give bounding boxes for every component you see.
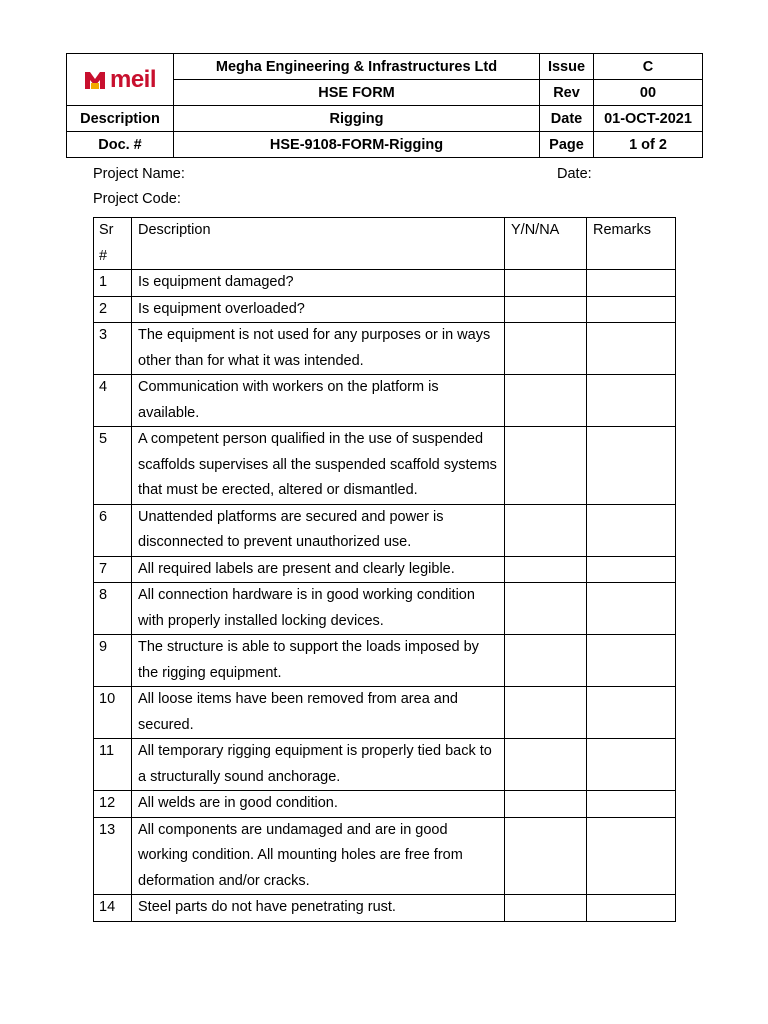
row-remarks-cell[interactable] <box>587 270 676 297</box>
issue-value: C <box>594 54 703 80</box>
row-ynna-cell[interactable] <box>505 687 587 739</box>
row-sr: 2 <box>94 296 132 323</box>
description-value: Rigging <box>174 106 540 132</box>
row-remarks-cell[interactable] <box>587 687 676 739</box>
table-row <box>94 583 676 635</box>
row-sr: 12 <box>94 791 132 818</box>
row-sr: 6 <box>94 504 132 556</box>
row-ynna-cell[interactable] <box>505 296 587 323</box>
row-sr: 9 <box>94 635 132 687</box>
row-sr: 14 <box>94 895 132 922</box>
header-ynna: Y/N/NA <box>505 218 587 270</box>
row-sr: 7 <box>94 556 132 583</box>
row-description: All welds are in good condition. <box>132 791 505 818</box>
row-sr: 1 <box>94 270 132 297</box>
row-ynna-cell[interactable] <box>505 739 587 791</box>
row-description: Communication with workers on the platform is available. <box>132 375 505 427</box>
table-row <box>94 556 676 583</box>
doc-label: Doc. # <box>67 132 174 158</box>
header-sr-line2: # <box>99 247 108 264</box>
rev-value: 00 <box>594 80 703 106</box>
project-date-label: Date: <box>557 166 592 182</box>
row-sr: 13 <box>94 817 132 895</box>
row-description: The structure is able to support the loads imposed by the rigging equipment. <box>132 635 505 687</box>
row-description: All temporary rigging equipment is properly tied back to a structurally sound anchorage. <box>132 739 505 791</box>
table-row <box>94 739 676 791</box>
row-description: A competent person qualified in the use of suspended scaffolds supervises all the suspended scaffold systems that must be erected, altered or dismantled. <box>132 427 505 505</box>
row-sr: 11 <box>94 739 132 791</box>
company-name: Megha Engineering & Infrastructures Ltd <box>174 54 540 80</box>
row-ynna-cell[interactable] <box>505 635 587 687</box>
table-row <box>94 375 676 427</box>
company-logo <box>67 54 174 106</box>
row-remarks-cell[interactable] <box>587 895 676 922</box>
table-row <box>94 635 676 687</box>
table-row <box>94 296 676 323</box>
row-ynna-cell[interactable] <box>505 895 587 922</box>
form-header <box>66 53 703 158</box>
row-description: All loose items have been removed from area and secured. <box>132 687 505 739</box>
row-sr: 5 <box>94 427 132 505</box>
row-sr: 10 <box>94 687 132 739</box>
row-ynna-cell[interactable] <box>505 556 587 583</box>
row-remarks-cell[interactable] <box>587 504 676 556</box>
row-ynna-cell[interactable] <box>505 504 587 556</box>
table-row <box>94 504 676 556</box>
issue-label: Issue <box>540 54 594 80</box>
row-ynna-cell[interactable] <box>505 375 587 427</box>
form-type: HSE FORM <box>174 80 540 106</box>
row-sr: 3 <box>94 323 132 375</box>
project-code-label: Project Code: <box>93 191 181 207</box>
row-sr: 4 <box>94 375 132 427</box>
row-remarks-cell[interactable] <box>587 296 676 323</box>
table-row <box>94 323 676 375</box>
header-sr-line1: Sr <box>99 222 114 238</box>
checklist-table <box>93 217 676 922</box>
row-sr: 8 <box>94 583 132 635</box>
row-remarks-cell[interactable] <box>587 427 676 505</box>
row-remarks-cell[interactable] <box>587 375 676 427</box>
page-label: Page <box>540 132 594 158</box>
row-remarks-cell[interactable] <box>587 583 676 635</box>
logo-text: meil <box>109 65 157 93</box>
table-row <box>94 817 676 895</box>
row-ynna-cell[interactable] <box>505 791 587 818</box>
row-ynna-cell[interactable] <box>505 323 587 375</box>
row-description: The equipment is not used for any purposes or in ways other than for what it was intended. <box>132 323 505 375</box>
table-row <box>94 791 676 818</box>
row-remarks-cell[interactable] <box>587 791 676 818</box>
date-label: Date <box>540 106 594 132</box>
row-remarks-cell[interactable] <box>587 739 676 791</box>
row-ynna-cell[interactable] <box>505 427 587 505</box>
meil-logo-icon <box>84 69 106 91</box>
row-description: All connection hardware is in good working condition with properly installed locking devices. <box>132 583 505 635</box>
row-ynna-cell[interactable] <box>505 270 587 297</box>
row-description: All components are undamaged and are in good working condition. All mounting holes are free from deformation and/or cracks. <box>132 817 505 895</box>
table-row <box>94 687 676 739</box>
table-header-row <box>94 218 676 270</box>
row-description: Is equipment damaged? <box>132 270 505 297</box>
row-remarks-cell[interactable] <box>587 817 676 895</box>
row-description: All required labels are present and clearly legible. <box>132 556 505 583</box>
row-description: Unattended platforms are secured and power is disconnected to prevent unauthorized use. <box>132 504 505 556</box>
row-remarks-cell[interactable] <box>587 635 676 687</box>
header-remarks: Remarks <box>587 218 676 270</box>
table-row <box>94 895 676 922</box>
header-sr <box>94 218 132 270</box>
table-row <box>94 427 676 505</box>
header-description: Description <box>132 218 505 270</box>
row-remarks-cell[interactable] <box>587 323 676 375</box>
row-remarks-cell[interactable] <box>587 556 676 583</box>
doc-value: HSE-9108-FORM-Rigging <box>174 132 540 158</box>
table-row <box>94 270 676 297</box>
row-ynna-cell[interactable] <box>505 817 587 895</box>
row-ynna-cell[interactable] <box>505 583 587 635</box>
project-name-label: Project Name: <box>93 166 185 182</box>
page-value: 1 of 2 <box>594 132 703 158</box>
row-description: Is equipment overloaded? <box>132 296 505 323</box>
description-label: Description <box>67 106 174 132</box>
date-value: 01-OCT-2021 <box>594 106 703 132</box>
row-description: Steel parts do not have penetrating rust. <box>132 895 505 922</box>
rev-label: Rev <box>540 80 594 106</box>
